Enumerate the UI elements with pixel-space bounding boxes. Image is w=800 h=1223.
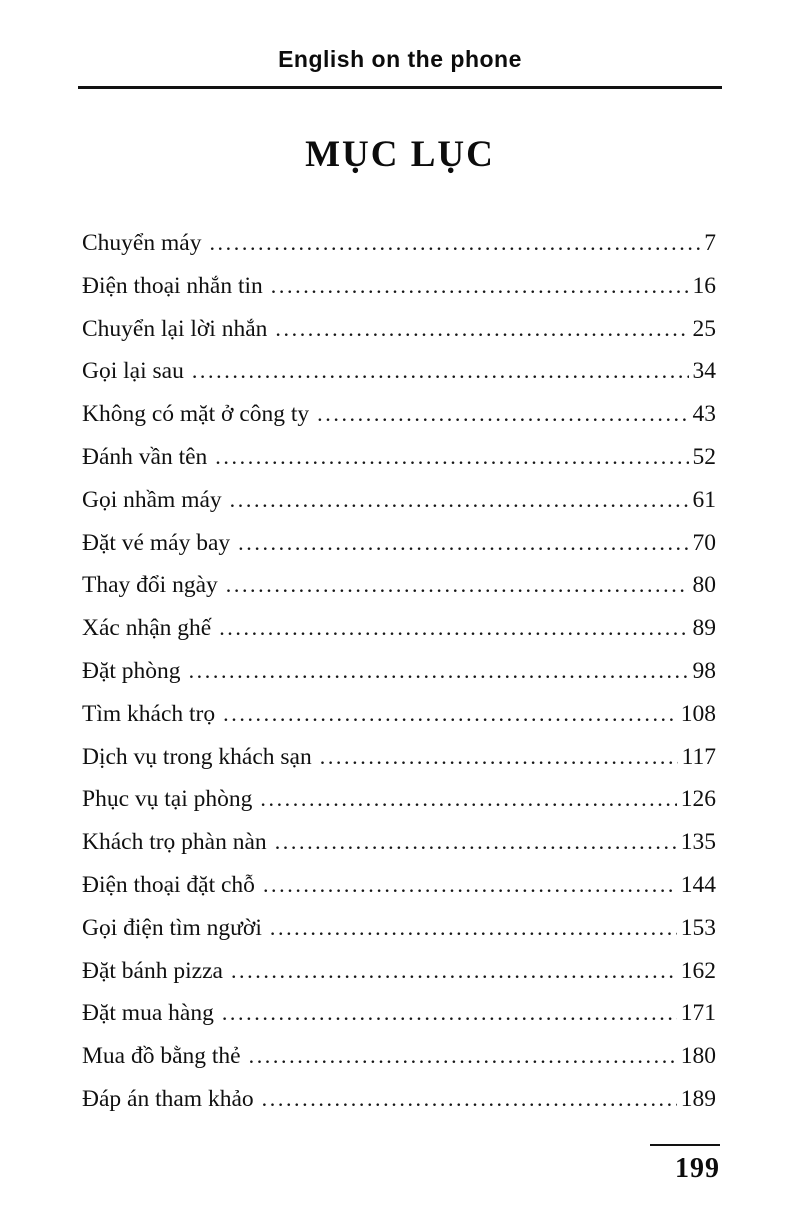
- toc-entry-title: Chuyển lại lời nhắn: [82, 315, 268, 342]
- toc-entry-page: 52: [692, 443, 716, 470]
- dot-leader: [230, 479, 689, 522]
- toc-entry: [82, 907, 716, 950]
- toc-entry: [82, 778, 716, 821]
- dot-leader: [249, 1035, 677, 1078]
- toc-entry-title: Gọi nhầm máy: [82, 486, 222, 513]
- toc-entry: [82, 992, 716, 1035]
- toc-entry: [82, 693, 716, 736]
- table-of-contents: [82, 222, 716, 1121]
- toc-entry: [82, 650, 716, 693]
- dot-leader: [260, 778, 676, 821]
- toc-entry-title: Đặt vé máy bay: [82, 529, 231, 556]
- toc-entry-page: 25: [692, 315, 716, 342]
- dot-leader: [209, 222, 700, 265]
- toc-entry: [82, 308, 716, 351]
- toc-entry-page: 16: [692, 272, 716, 299]
- toc-entry-page: 89: [692, 615, 716, 642]
- toc-entry-page: 61: [692, 486, 716, 513]
- toc-entry-title: Phục vụ tại phòng: [82, 786, 253, 813]
- toc-entry-page: 34: [692, 358, 716, 385]
- toc-entry: [82, 864, 716, 907]
- toc-entry-title: Tìm khách trọ: [82, 700, 216, 727]
- dot-leader: [317, 393, 688, 436]
- toc-entry: [82, 564, 716, 607]
- dot-leader: [192, 350, 689, 393]
- toc-entry: [82, 821, 716, 864]
- toc-entry-page: 98: [692, 657, 716, 684]
- toc-entry: [82, 950, 716, 993]
- toc-entry-title: Đặt bánh pizza: [82, 957, 223, 984]
- dot-leader: [275, 308, 688, 351]
- footer-rule: [650, 1144, 720, 1146]
- page-title: MỤC LỤC: [305, 134, 495, 175]
- dot-leader: [271, 265, 689, 308]
- header-rule: [78, 86, 722, 89]
- toc-entry-page: 70: [692, 529, 716, 556]
- dot-leader: [223, 693, 677, 736]
- toc-entry-title: Mua đồ bằng thẻ: [82, 1043, 241, 1070]
- toc-entry-title: Đặt phòng: [82, 657, 181, 684]
- page-number: 199: [675, 1153, 720, 1184]
- toc-entry-page: 117: [681, 743, 716, 770]
- dot-leader: [226, 564, 689, 607]
- toc-entry-page: 189: [680, 1085, 716, 1112]
- toc-entry-title: Đặt mua hàng: [82, 1000, 214, 1027]
- toc-entry-page: 162: [680, 957, 716, 984]
- dot-leader: [270, 907, 677, 950]
- toc-entry-page: 80: [692, 572, 716, 599]
- dot-leader: [238, 522, 688, 565]
- toc-entry: [82, 607, 716, 650]
- toc-entry: [82, 350, 716, 393]
- toc-entry-title: Xác nhận ghế: [82, 615, 212, 642]
- dot-leader: [219, 607, 688, 650]
- toc-entry: [82, 436, 716, 479]
- toc-entry: [82, 265, 716, 308]
- toc-entry-page: 126: [680, 786, 716, 813]
- dot-leader: [275, 821, 677, 864]
- toc-entry-title: Đáp án tham khảo: [82, 1085, 254, 1112]
- page-footer: [650, 1144, 720, 1185]
- toc-entry-title: Không có mặt ở công ty: [82, 401, 310, 428]
- dot-leader: [320, 736, 678, 779]
- toc-entry: [82, 1035, 716, 1078]
- toc-entry-title: Điện thoại đặt chỗ: [82, 871, 255, 898]
- toc-entry: [82, 522, 716, 565]
- toc-entry: [82, 736, 716, 779]
- toc-entry-page: 135: [680, 829, 716, 856]
- dot-leader: [262, 1078, 677, 1121]
- toc-entry-page: 153: [680, 914, 716, 941]
- toc-entry: [82, 1078, 716, 1121]
- toc-entry-page: 108: [680, 700, 716, 727]
- toc-entry-title: Chuyển máy: [82, 230, 202, 256]
- dot-leader: [231, 950, 677, 993]
- running-head-title: English on the phone: [278, 46, 522, 72]
- toc-entry-title: Dịch vụ trong khách sạn: [82, 743, 312, 770]
- toc-entry-page: 171: [680, 1000, 716, 1027]
- toc-entry: [82, 222, 716, 265]
- toc-entry-page: 7: [704, 230, 716, 256]
- dot-leader: [215, 436, 688, 479]
- toc-entry-page: 144: [680, 871, 716, 898]
- toc-entry-page: 43: [692, 401, 716, 428]
- dot-leader: [263, 864, 677, 907]
- toc-entry-page: 180: [680, 1043, 716, 1070]
- dot-leader: [222, 992, 677, 1035]
- toc-entry-title: Khách trọ phàn nàn: [82, 829, 267, 856]
- toc-entry-title: Đánh vần tên: [82, 443, 208, 470]
- toc-entry-title: Thay đổi ngày: [82, 572, 218, 599]
- dot-leader: [189, 650, 689, 693]
- toc-entry-title: Gọi lại sau: [82, 358, 184, 385]
- toc-entry: [82, 393, 716, 436]
- toc-entry-title: Gọi điện tìm người: [82, 914, 262, 941]
- toc-entry: [82, 479, 716, 522]
- toc-entry-title: Điện thoại nhắn tin: [82, 272, 263, 299]
